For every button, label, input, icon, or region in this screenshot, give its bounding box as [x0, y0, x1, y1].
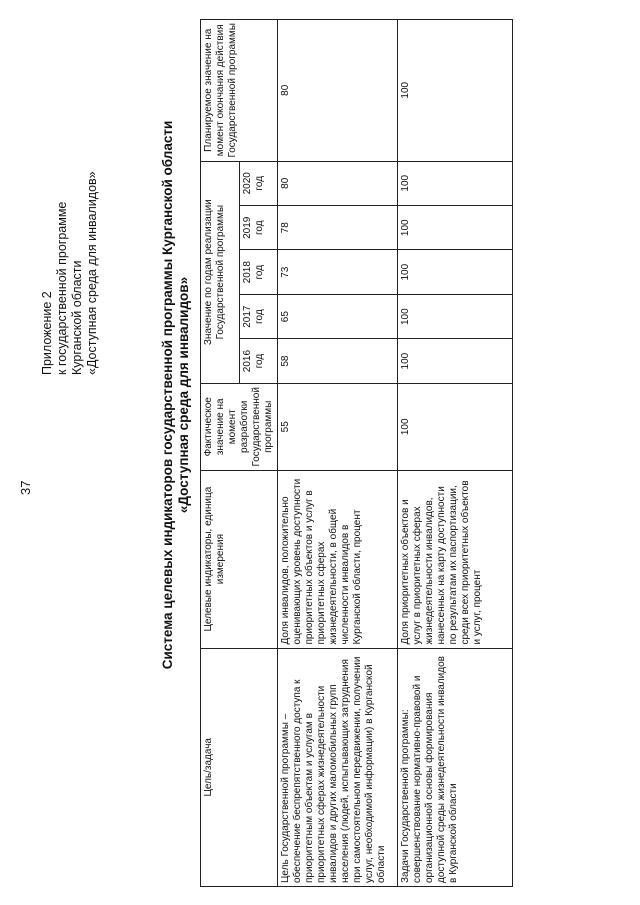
document-title	[160, 25, 192, 765]
cell-planned: 80	[278, 20, 398, 162]
cell-year-value: 100	[398, 250, 513, 294]
header-year: 2016 год	[239, 339, 278, 383]
appendix-line: Курганской области	[70, 260, 84, 375]
appendix-line: к государственной программе	[55, 201, 69, 375]
cell-indicator: Доля приоритетных объектов и услуг в приоритетных сферах жизнедеятельности инвалидов, нанесенных на карту доступности по результатам их паспортизации, среди всех приоритетных объектов и услуг, процент	[398, 470, 513, 648]
header-year: 2019 год	[239, 206, 278, 250]
header-planned: Планируемое значение на момент окончания действия Государственной программы	[201, 20, 278, 162]
cell-year-value: 65	[278, 294, 398, 338]
cell-year-value: 78	[278, 206, 398, 250]
indicators-table	[200, 19, 513, 887]
header-year: 2017 год	[239, 294, 278, 338]
cell-year-value: 100	[398, 206, 513, 250]
cell-year-value: 100	[398, 161, 513, 206]
table-row	[278, 20, 398, 887]
cell-year-value: 100	[398, 339, 513, 383]
header-actual: Фактическое значение на момент разработки Государственной программы	[201, 383, 278, 470]
cell-year-value: 80	[278, 161, 398, 206]
cell-goal: Задачи Государственной программы: совершенствование нормативно-правовой и организационной основы формирования доступной среды жизнедеятельности инвалидов в Курганской области	[398, 648, 513, 886]
header-by-years: Значение по годам реализации Государственной программы	[201, 161, 240, 383]
cell-year-value: 100	[398, 294, 513, 338]
title-line-1: Система целевых индикаторов государственной программы Курганской области	[160, 120, 175, 670]
cell-actual: 100	[398, 383, 513, 470]
header-year: 2018 год	[239, 250, 278, 294]
title-line-2: «Доступная среда для инвалидов»	[176, 276, 191, 514]
cell-planned: 100	[398, 20, 513, 162]
header-goal: Цель/задача	[201, 648, 278, 886]
cell-goal: Цель Государственной программы – обеспечение беспрепятственного доступа к приоритетным объектам и услугам в приоритетных сферах жизнедеятельности инвалидов и других маломобильных групп населения (людей, испытывающих затруднения при самостоятельном передвижении, получении услуг, необходимой информации) в Курганской области	[278, 648, 398, 886]
cell-actual: 55	[278, 383, 398, 470]
cell-year-value: 73	[278, 250, 398, 294]
cell-year-value: 58	[278, 339, 398, 383]
header-year: 2020 год	[239, 161, 278, 206]
header-row	[201, 20, 240, 887]
page-number: 37	[18, 480, 33, 495]
appendix-line: «Доступная среда для инвалидов»	[85, 171, 99, 375]
cell-indicator: Доля инвалидов, положительно оценивающих уровень доступности приоритетных объектов и услуг в приоритетных сферах жизнедеятельности, в общей численности инвалидов в Курганской области, процент	[278, 470, 398, 648]
appendix-note	[40, 45, 100, 375]
table-row	[398, 20, 513, 887]
appendix-line: Приложение 2	[40, 291, 54, 375]
rotated-landscape-page	[10, 10, 630, 895]
header-indicator: Целевые индикаторы, единица измерения	[201, 470, 278, 648]
